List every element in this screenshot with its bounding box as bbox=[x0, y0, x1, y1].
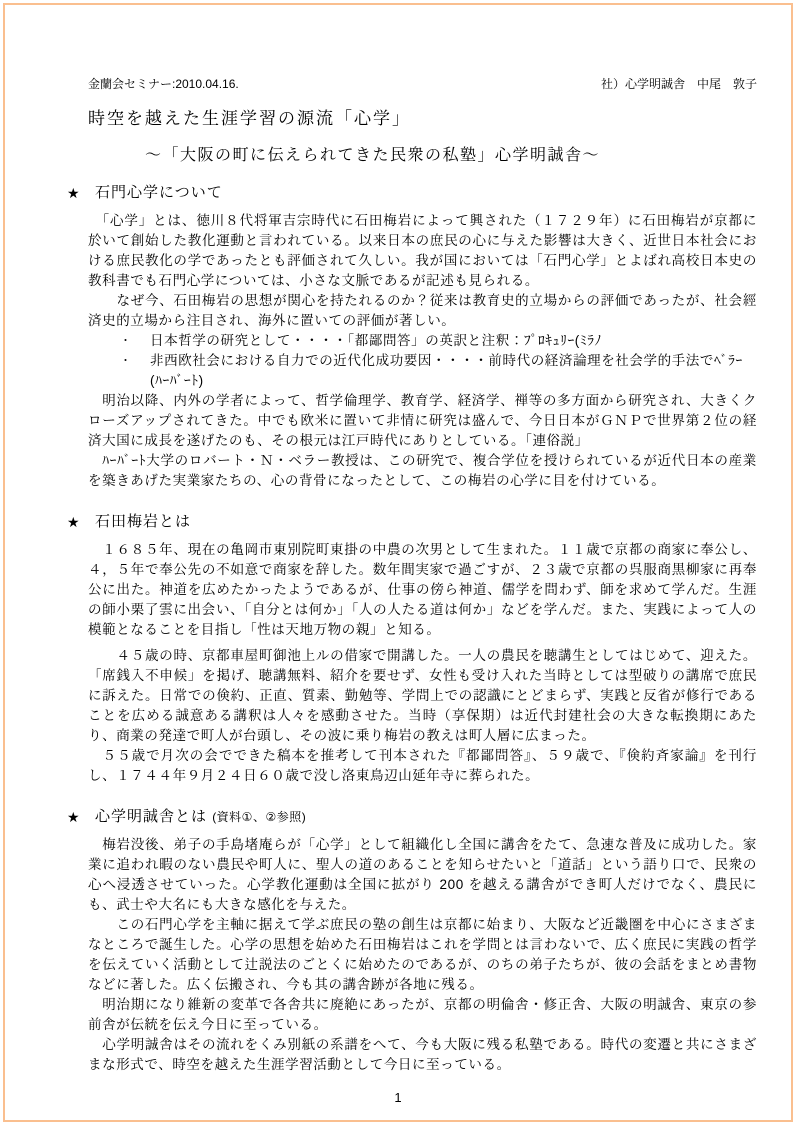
section-ishida-baigan bbox=[67, 511, 757, 786]
section-heading bbox=[67, 182, 757, 204]
paragraph: なぜ今、石田梅岩の思想が関心を持たれるのか？従来は教育史的立場からの評価であったが、社会經済史的立場から注目され、海外に置いての評価が著しい。 bbox=[88, 293, 757, 328]
paragraph: 梅岩没後、弟子の手島堵庵らが「心学」として組織化し全国に講舎をたて、急速な普及に成功した。家業に追われ暇のない農民や町人に、聖人の道のあることを知らせたいと「道話」という語り口で、民衆の心へ浸透させていった。心学教化運動は全国に拡がり 200 を越える講舎ができ町人だけでなく、農民にも、武士や大名にも大きな感化を与えた。 bbox=[88, 837, 757, 912]
page-content bbox=[67, 76, 757, 1075]
paragraph: ５５歳で月次の会でできた稿本を推考して刊本された『都鄙問答』、５９歳で、『倹約斉家論』を刊行し、１７４４年９月２４日６０歳で没し洛東鳥辺山延年寺に葬られた。 bbox=[88, 748, 757, 783]
section-body bbox=[88, 835, 757, 1075]
paragraph: この石門心学を主軸に据えて学ぶ庶民の塾の創生は京都に始まり、大阪など近畿圏を中心にさまざまなところで誕生した。心学の思想を始めた石田梅岩はこれを学問とは言わないで、広く庶民に実践の哲学を伝えていく活動として辻説法のごとくに始めたのであるが、のちの弟子たちが、彼の会話をまとめ書物などに著した。広く伝搬され、今も其の講舎跡が各地に残る。 bbox=[88, 917, 757, 992]
paragraph: 心学明誠舎はその流れをくみ別紙の系譜をへて、今も大阪に残る私塾である。時代の変遷と共にさまざまな形式で、時空を越えた生涯学習活動として今日に至っている。 bbox=[88, 1037, 757, 1072]
section-shingaku-meiseisha bbox=[67, 806, 757, 1075]
star-icon: ★ bbox=[67, 514, 80, 530]
page-title: 時空を越えた生涯学習の源流「心学」 bbox=[88, 109, 411, 128]
bullet-text: 非西欧社会における自力での近代化成功要因・・・・前時代の経済論理を社会学的手法でﾍﾞﾗｰ (ﾊｰﾊﾞｰﾄ) bbox=[150, 353, 743, 388]
section-heading-label: 石田梅岩とは bbox=[95, 513, 192, 530]
section-body bbox=[88, 540, 757, 786]
section-heading-label: 心学明誠舎とは bbox=[95, 808, 208, 825]
paragraph: １６８５年、現在の亀岡市東別院町東掛の中農の次男として生まれた。１１歳で京都の商家に奉公し、４，５年で奉公先の不如意で商家を辞した。数年間実家で過ごすが、２３歳で京都の呉服商黒柳家に再奉公に出た。神道を広めたかったようであるが、仕事の傍ら神道、儒学を問わず、師を求めて学んだ。生涯の師小栗了雲に出会い、「自分とは何か」「人の人たる道は何か」などを学んだ。また、実践によって人の模範となることを目指し「性は天地万物の親」と知る。 bbox=[88, 542, 757, 637]
list-item bbox=[88, 331, 757, 351]
bullet-text: 日本哲学の研究として・・・・「都鄙問答」の英訳と注釈：ﾌﾟﾛｷｭﾘｰ(ﾐﾗﾉ bbox=[150, 333, 602, 348]
paragraph: ４５歳の時、京都車屋町御池上ルの借家で開講した。一人の農民を聴講生としてはじめて、迎えた。「席銭入不申候」を掲げ、聴講無料、紹介を要せず、女性も受け入れた当時としては型破りの講席で庶民に訴えた。日常での倹約、正直、質素、勤勉等、学問上での認識にとどまらず、実践と反省が修行であることを広める誠意ある講釈は人々を感動させた。当時（享保期）は近代封建社会の大きな転換期にあたり、商業の発達で町人が台頭し、その波に乗り梅岩の教えは町人層に広まった。 bbox=[88, 648, 757, 743]
paragraph: 明治以降、内外の学者によって、哲学倫理学、教育学、経済学、禅等の多方面から研究され、大きくクローズアップされてきた。中でも欧米に置いて非情に研究は盛んで、今日日本がＧＮＰで世界第２位の経済大国に成長を遂げたのも、その根元は江戸時代にありとしている。「連俗説」 bbox=[88, 393, 757, 448]
section-heading bbox=[67, 806, 757, 828]
page-number: 1 bbox=[394, 1090, 402, 1105]
paragraph: 明治期になり維新の変革で各舎共に廃絶にあったが、京都の明倫舎・修正舎、大阪の明誠舎、東京の参前舎が伝統を伝え今日に至っている。 bbox=[88, 997, 757, 1032]
list-item bbox=[88, 351, 757, 391]
page-subtitle: ～「大阪の町に伝えられてきた民衆の私塾」心学明誠舎～ bbox=[145, 147, 601, 164]
section-body bbox=[88, 211, 757, 491]
paragraph: ﾊｰﾊﾞｰﾄ大学のロバート・Ｎ・ベラー教授は、この研究で、複合学位を授けられているが近代日本の産業を築きあげた実業家たちの、心の背骨になったとして、この梅岩の心学に目を付けている。 bbox=[88, 453, 757, 488]
document-header bbox=[88, 76, 757, 92]
bullet-icon: ・ bbox=[120, 355, 132, 367]
section-sekimon-shingaku bbox=[67, 182, 757, 491]
section-heading-label: 石門心学について bbox=[95, 184, 223, 201]
section-heading-note: (資料①、②参照) bbox=[212, 810, 307, 824]
paragraph: 「心学」とは、徳川８代将軍吉宗時代に石田梅岩によって興された（１７２９年）に石田梅岩が京都に於いて創始した教化運動と言われている。以来日本の庶民の心に与えた影響は大きく、近世日本社会における庶民教化の学であったとも評価されて久しい。我が国においては「石門心学」とよばれ高校日本史の教科書でも石門心学については、小さな文脈であるが記述も見られる。 bbox=[88, 213, 757, 288]
page-footer bbox=[0, 1090, 796, 1105]
section-heading bbox=[67, 511, 757, 533]
bullet-icon: ・ bbox=[120, 335, 132, 347]
header-author: 社）心学明誠舎 中尾 敦子 bbox=[600, 77, 757, 91]
header-seminar-date: 金蘭会セミナー:2010.04.16. bbox=[88, 77, 239, 91]
star-icon: ★ bbox=[67, 185, 80, 201]
star-icon: ★ bbox=[67, 809, 80, 825]
